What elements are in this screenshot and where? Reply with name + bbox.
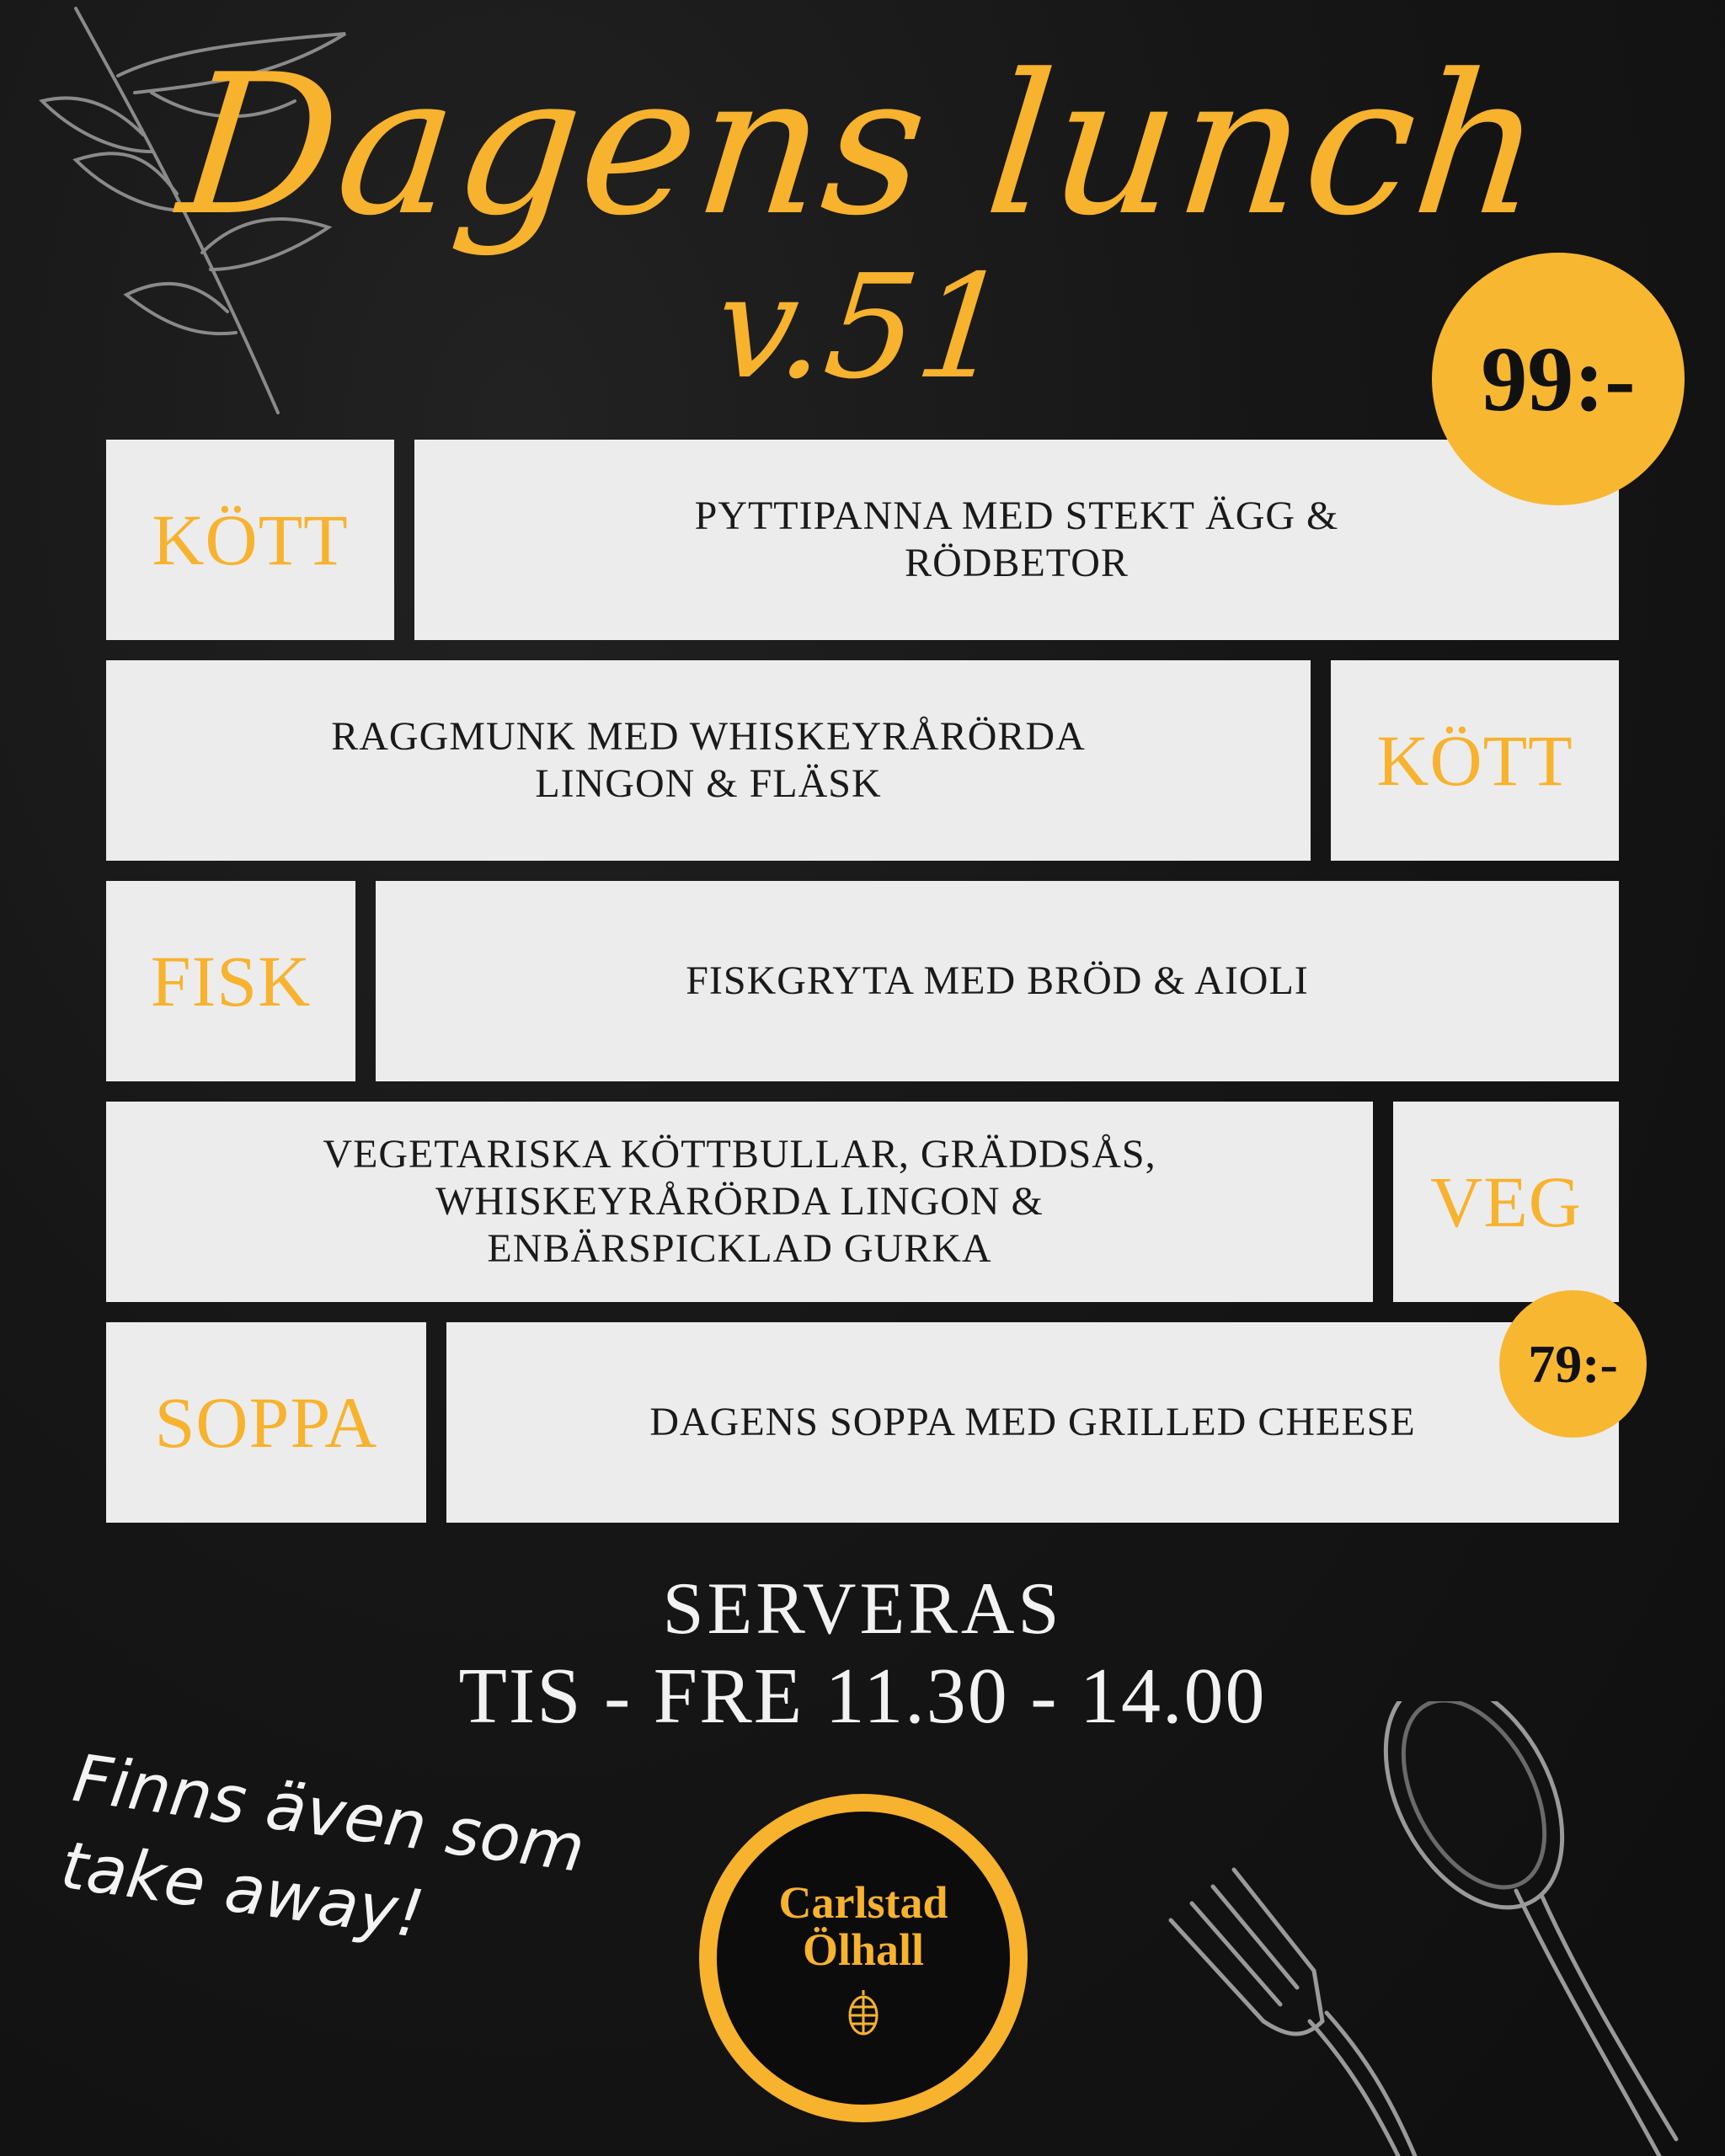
hop-icon xyxy=(842,1987,884,2037)
page-title: Dagens lunch xyxy=(170,34,1555,259)
menu-row xyxy=(106,1102,1619,1302)
menu-dish: FISKGRYTA MED BRÖD & AIOLI xyxy=(376,881,1619,1081)
logo-line-2: Ölhall xyxy=(802,1924,925,1975)
served-hours: TIS - FRE 11.30 - 14.00 xyxy=(458,1652,1267,1740)
menu-category: FISK xyxy=(106,881,355,1081)
menu-row xyxy=(106,440,1619,640)
soup-price-badge: 79:- xyxy=(1499,1290,1647,1438)
logo-line-1: Carlstad xyxy=(778,1877,948,1928)
menu-category: VEG xyxy=(1393,1102,1619,1302)
menu-dish: PYTTIPANNA MED STEKT ÄGG & RÖDBETOR xyxy=(414,440,1619,640)
logo xyxy=(699,1794,1028,2122)
menu-dish: DAGENS SOPPA MED GRILLED CHEESE xyxy=(446,1322,1619,1523)
menu-row xyxy=(106,660,1619,861)
menu-dish: VEGETARISKA KÖTTBULLAR, GRÄDDSÅS, WHISKEYRÅRÖRDA LINGON & ENBÄRSPICKLAD GURKA xyxy=(106,1102,1373,1302)
menu-row xyxy=(106,1322,1619,1523)
menu-category: KÖTT xyxy=(106,440,394,640)
menu-dish: RAGGMUNK MED WHISKEYRÅRÖRDA LINGON & FLÄSK xyxy=(106,660,1311,861)
served-label: SERVERAS xyxy=(662,1568,1063,1650)
menu-row xyxy=(106,881,1619,1081)
main-price-badge: 99:- xyxy=(1432,253,1685,505)
menu-category: KÖTT xyxy=(1331,660,1619,861)
logo-inner xyxy=(713,1808,1013,2108)
week-label: v.51 xyxy=(708,244,1017,411)
menu-category: SOPPA xyxy=(106,1322,426,1523)
spoon-fork-icon xyxy=(1120,1701,1710,2156)
takeaway-note: Finns även som take away! xyxy=(56,1740,590,1954)
